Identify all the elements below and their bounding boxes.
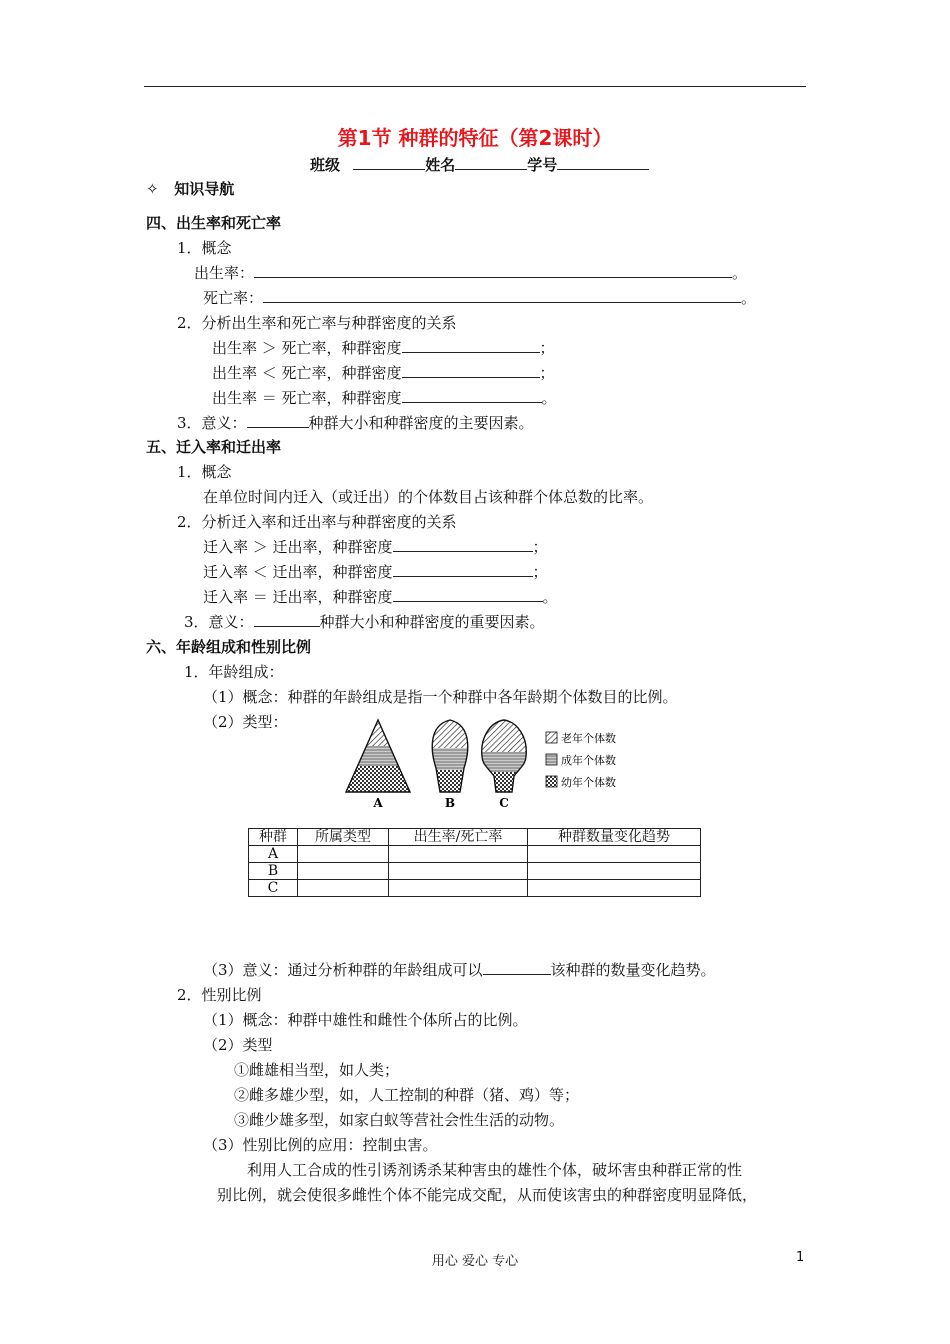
student-info — [310, 154, 649, 175]
age-significance-blank[interactable] — [483, 961, 551, 975]
s5-rel3-blank[interactable] — [393, 588, 543, 602]
sex-types: （2）类型 — [203, 1036, 273, 1054]
s5-rel1-blank[interactable] — [393, 538, 533, 552]
name-blank[interactable] — [455, 155, 527, 170]
table-cell-blank[interactable] — [528, 846, 701, 863]
section5-rel2: 迁入率 ＜ 迁出率，种群密度 ； — [203, 563, 548, 581]
section5-item1: 1．概念 — [177, 463, 232, 481]
label-a: A — [373, 796, 383, 810]
age-types: （2）类型： — [203, 713, 288, 731]
pyramid-b — [420, 716, 480, 794]
age-structure-figure — [340, 716, 630, 812]
section4-heading: 四、出生率和死亡率 — [146, 214, 282, 232]
table-header: 出生率/死亡率 — [389, 829, 528, 846]
table-cell-blank[interactable] — [389, 846, 528, 863]
section6-item1: 1．年龄组成： — [184, 663, 284, 681]
name-label: 姓名 — [425, 156, 456, 174]
birth-rate-blank[interactable] — [254, 264, 732, 278]
section5-rel1: 迁入率 ＞ 迁出率，种群密度 ； — [203, 538, 548, 556]
table-cell-blank[interactable] — [389, 863, 528, 880]
legend-adult: 成年个体数 — [561, 754, 616, 767]
table-cell-population: A — [249, 846, 298, 863]
header-rule — [144, 86, 806, 87]
table-header: 种群数量变化趋势 — [528, 829, 701, 846]
section4-item3: 3．意义： 种群大小和种群密度的主要因素。 — [177, 414, 534, 432]
section6-item2: 2．性别比例 — [177, 986, 262, 1004]
pyramid-c — [478, 716, 532, 794]
age-significance: （3）意义：通过分析种群的年龄组成可以 该种群的数量变化趋势。 — [203, 961, 716, 979]
section5-item3: 3．意义： 种群大小和种群密度的重要因素。 — [184, 613, 545, 631]
section4-rel3: 出生率 ＝ 死亡率，种群密度 。 — [212, 389, 557, 407]
table-header: 种群 — [249, 829, 298, 846]
section6-heading: 六、年龄组成和性别比例 — [146, 638, 312, 656]
legend-swatch-old — [546, 732, 557, 743]
number-blank[interactable] — [557, 155, 649, 170]
s5-rel2-blank[interactable] — [393, 563, 533, 577]
rel1-blank[interactable] — [402, 339, 540, 353]
table-header-row — [249, 829, 701, 846]
paragraph-line-1: 利用人工合成的性引诱剂诱杀某种害虫的雄性个体，破坏害虫种群正常的性 — [247, 1161, 743, 1179]
class-label: 班级 — [310, 156, 341, 174]
table-cell-blank[interactable] — [389, 880, 528, 897]
rel2-blank[interactable] — [402, 364, 540, 378]
page-title: 第1节 种群的特征（第2课时） — [337, 126, 613, 150]
section5-rel3: 迁入率 ＝ 迁出率，种群密度 。 — [203, 588, 558, 606]
section4-rel2: 出生率 ＜ 死亡率，种群密度 ； — [212, 364, 555, 382]
sex-type-1: ①雌雄相当型，如人类； — [234, 1061, 400, 1079]
section4-meaning-blank[interactable] — [247, 414, 309, 428]
section4-item1: 1．概念 — [177, 239, 232, 257]
section5-meaning-blank[interactable] — [254, 613, 320, 627]
page-number: 1 — [796, 1250, 805, 1265]
death-rate-blank[interactable] — [263, 289, 741, 303]
birth-rate-line: 出生率： 。 — [194, 264, 748, 282]
sex-application: （3）性别比例的应用：控制虫害。 — [203, 1136, 438, 1154]
legend-old: 老年个体数 — [561, 732, 616, 745]
number-label: 学号 — [527, 156, 558, 174]
sex-concept: （1）概念：种群中雄性和雌性个体所占的比例。 — [203, 1011, 528, 1029]
footer-slogan: 用心 爱心 专心 — [431, 1254, 519, 1269]
diamond-icon: ✧ — [146, 180, 159, 198]
section5-concept: 在单位时间内迁入（或迁出）的个体数目占该种群个体总数的比率。 — [203, 488, 654, 506]
table-row — [249, 863, 701, 880]
death-rate-line: 死亡率： 。 — [203, 289, 757, 307]
nav-heading: ✧ 知识导航 — [146, 180, 235, 198]
label-c: C — [499, 796, 509, 810]
legend-swatch-adult — [546, 754, 557, 765]
label-b: B — [444, 796, 456, 810]
table-header: 所属类型 — [298, 829, 389, 846]
section5-heading: 五、迁入率和迁出率 — [146, 438, 282, 456]
table-cell-blank[interactable] — [298, 846, 389, 863]
table-cell-blank[interactable] — [528, 863, 701, 880]
pyramid-a — [340, 716, 420, 796]
table-cell-blank[interactable] — [298, 880, 389, 897]
section4-rel1: 出生率 ＞ 死亡率，种群密度 ； — [212, 339, 555, 357]
legend-young: 幼年个体数 — [561, 776, 616, 789]
age-concept: （1）概念：种群的年龄组成是指一个种群中各年龄期个体数目的比例。 — [203, 688, 678, 706]
section5-item2: 2．分析迁入率和迁出率与种群密度的关系 — [177, 513, 457, 531]
table-cell-blank[interactable] — [528, 880, 701, 897]
sex-type-3: ③雌少雄多型，如家白蚁等营社会性生活的动物。 — [234, 1111, 565, 1129]
section4-item2: 2．分析出生率和死亡率与种群密度的关系 — [177, 314, 457, 332]
table-row — [249, 846, 701, 863]
legend-swatch-young — [546, 776, 557, 787]
sex-type-2: ②雌多雄少型，如，人工控制的种群（猪、鸡）等； — [234, 1086, 580, 1104]
table-row — [249, 880, 701, 897]
table-cell-blank[interactable] — [298, 863, 389, 880]
paragraph-line-2: 别比例，就会使很多雌性个体不能完成交配，从而使该害虫的种群密度明显降低， — [217, 1186, 758, 1204]
class-blank[interactable] — [353, 155, 425, 170]
table-cell-population: B — [249, 863, 298, 880]
age-type-table — [248, 828, 701, 897]
rel3-blank[interactable] — [402, 389, 542, 403]
table-cell-population: C — [249, 880, 298, 897]
